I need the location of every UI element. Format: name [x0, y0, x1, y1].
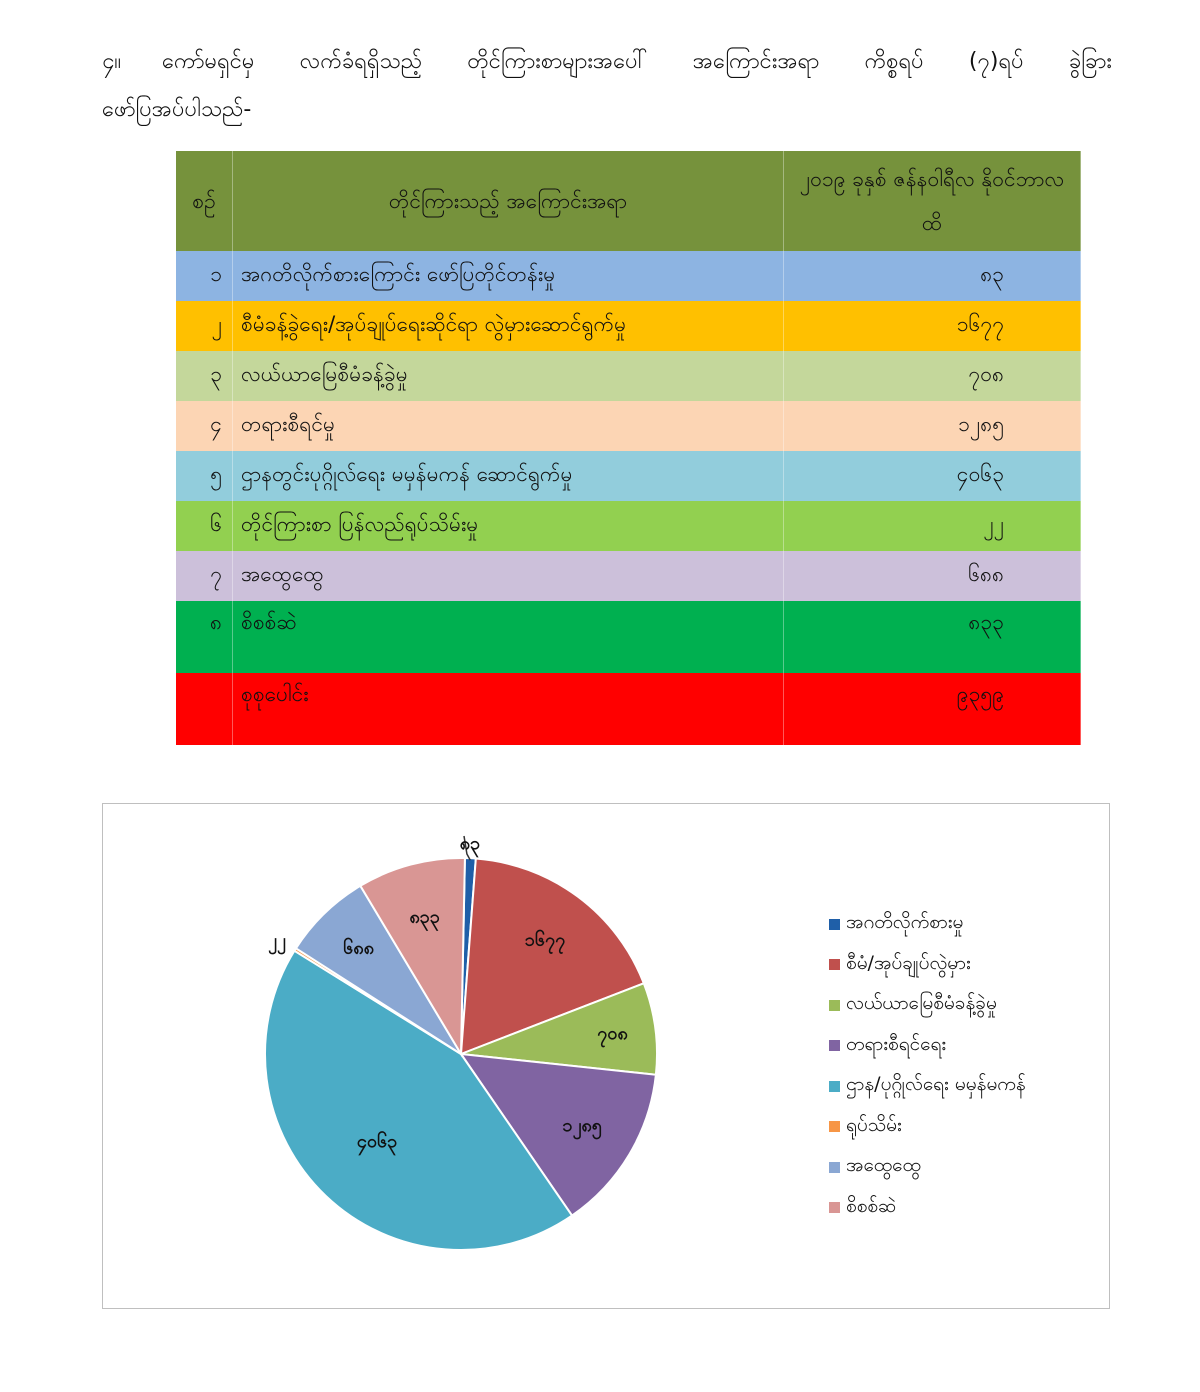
intro-paragraph: [102, 38, 1112, 134]
row-no: ၈: [176, 601, 233, 673]
legend-swatch: [829, 1081, 840, 1092]
table-row: [176, 601, 1081, 673]
slice-label: ၈၃: [459, 833, 481, 854]
intro-line-1: [102, 38, 1112, 86]
legend-swatch: [829, 1121, 840, 1132]
table-row: [176, 301, 1081, 351]
slice-label: ၁၂၈၅: [562, 1115, 602, 1137]
table-total-row: [176, 673, 1081, 745]
row-subject: စုစုပေါင်း: [233, 673, 784, 745]
row-value: ၇၀၈: [784, 351, 1081, 401]
legend-label: ရုပ်သိမ်း: [846, 1113, 902, 1136]
slice-label: ၁၆၇၇: [524, 929, 566, 951]
legend-item: [829, 945, 1026, 986]
row-no: [176, 673, 233, 745]
legend-label: စီမံ/အုပ်ချုပ်လွဲမှား: [846, 951, 971, 974]
row-subject: တရားစီရင်မှု: [233, 401, 784, 451]
intro-text-1: ကော်မရှင်မှ လက်ခံရရှိသည့် တိုင်ကြားစာများအပေါ် အကြောင်းအရာ ကိစ္စရပ် (၇)ရပ် ခွဲခြား: [162, 49, 1112, 74]
legend-swatch: [829, 959, 840, 970]
row-value: ၁၆၇၇: [784, 301, 1081, 351]
table-row: [176, 551, 1081, 601]
row-value: ၄၀၆၃: [784, 451, 1081, 501]
row-no: ၇: [176, 551, 233, 601]
intro-number: ၄။: [102, 49, 122, 74]
legend-item: [829, 1147, 1026, 1188]
row-subject: စီမံခန့်ခွဲရေး/အုပ်ချုပ်ရေးဆိုင်ရာ လွဲမှားဆောင်ရွက်မှု: [233, 301, 784, 351]
chart-legend: [829, 904, 1026, 1228]
legend-label: စိစစ်ဆဲ: [846, 1194, 897, 1217]
legend-swatch: [829, 1162, 840, 1173]
row-subject: အဂတိလိုက်စားကြောင်း ဖော်ပြတိုင်တန်းမှု: [233, 251, 784, 301]
row-subject: တိုင်ကြားစာ ပြန်လည်ရုပ်သိမ်းမှု: [233, 501, 784, 551]
row-value: ၈၃၃: [784, 601, 1081, 673]
legend-item: [829, 1026, 1026, 1067]
legend-item: [829, 904, 1026, 945]
legend-label: လယ်ယာမြေစီမံခန့်ခွဲမှု: [846, 992, 997, 1015]
row-subject: ဌာနတွင်းပုဂ္ဂိုလ်ရေး မမှန်မကန် ဆောင်ရွက်မှု: [233, 451, 784, 501]
legend-label: အဂတိလိုက်စားမှု: [846, 911, 964, 934]
row-no: ၄: [176, 401, 233, 451]
row-subject: စိစစ်ဆဲ: [233, 601, 784, 673]
slice-label: ၈၃၃: [409, 906, 441, 928]
row-no: ၁: [176, 251, 233, 301]
table-row: [176, 401, 1081, 451]
intro-text-2: ဖော်ပြအပ်ပါသည်-: [102, 97, 252, 122]
row-no: ၆: [176, 501, 233, 551]
row-value: ၁၂၈၅: [784, 401, 1081, 451]
row-subject: လယ်ယာမြေစီမံခန့်ခွဲမှု: [233, 351, 784, 401]
legend-item: [829, 985, 1026, 1026]
table-row: [176, 501, 1081, 551]
row-subject: အထွေထွေ: [233, 551, 784, 601]
pie-chart-box: [102, 803, 1110, 1309]
slice-label: ၆၈၈: [343, 937, 375, 959]
legend-label: တရားစီရင်ရေး: [846, 1032, 947, 1055]
legend-swatch: [829, 1040, 840, 1051]
complaints-table: [176, 151, 1081, 745]
row-value: ၆၈၈: [784, 551, 1081, 601]
row-value: ၂၂: [784, 501, 1081, 551]
header-period: ၂၀၁၉ ခုနှစ် ဇန်နဝါရီလ နိုဝင်ဘာလထိ: [784, 151, 1081, 251]
legend-label: ဌာန/ပုဂ္ဂိုလ်ရေး မမှန်မကန်: [846, 1073, 1026, 1096]
legend-item: [829, 1188, 1026, 1229]
legend-item: [829, 1107, 1026, 1148]
slice-label: ၄၀၆၃: [356, 1130, 398, 1152]
table-row: [176, 351, 1081, 401]
legend-swatch: [829, 1000, 840, 1011]
table-row: [176, 251, 1081, 301]
header-no: စဉ်: [176, 151, 233, 251]
legend-label: အထွေထွေ: [846, 1154, 921, 1177]
row-value: ၈၃: [784, 251, 1081, 301]
table-header-row: [176, 151, 1081, 251]
legend-swatch: [829, 919, 840, 930]
table-row: [176, 451, 1081, 501]
row-value: ၉၃၅၉: [784, 673, 1081, 745]
row-no: ၃: [176, 351, 233, 401]
header-subject: တိုင်ကြားသည့် အကြောင်းအရာ: [233, 151, 784, 251]
slice-label: ၂၂: [268, 930, 286, 951]
row-no: ၅: [176, 451, 233, 501]
row-no: ၂: [176, 301, 233, 351]
slice-label: ၇၀၈: [597, 1022, 628, 1044]
legend-swatch: [829, 1202, 840, 1213]
legend-item: [829, 1066, 1026, 1107]
